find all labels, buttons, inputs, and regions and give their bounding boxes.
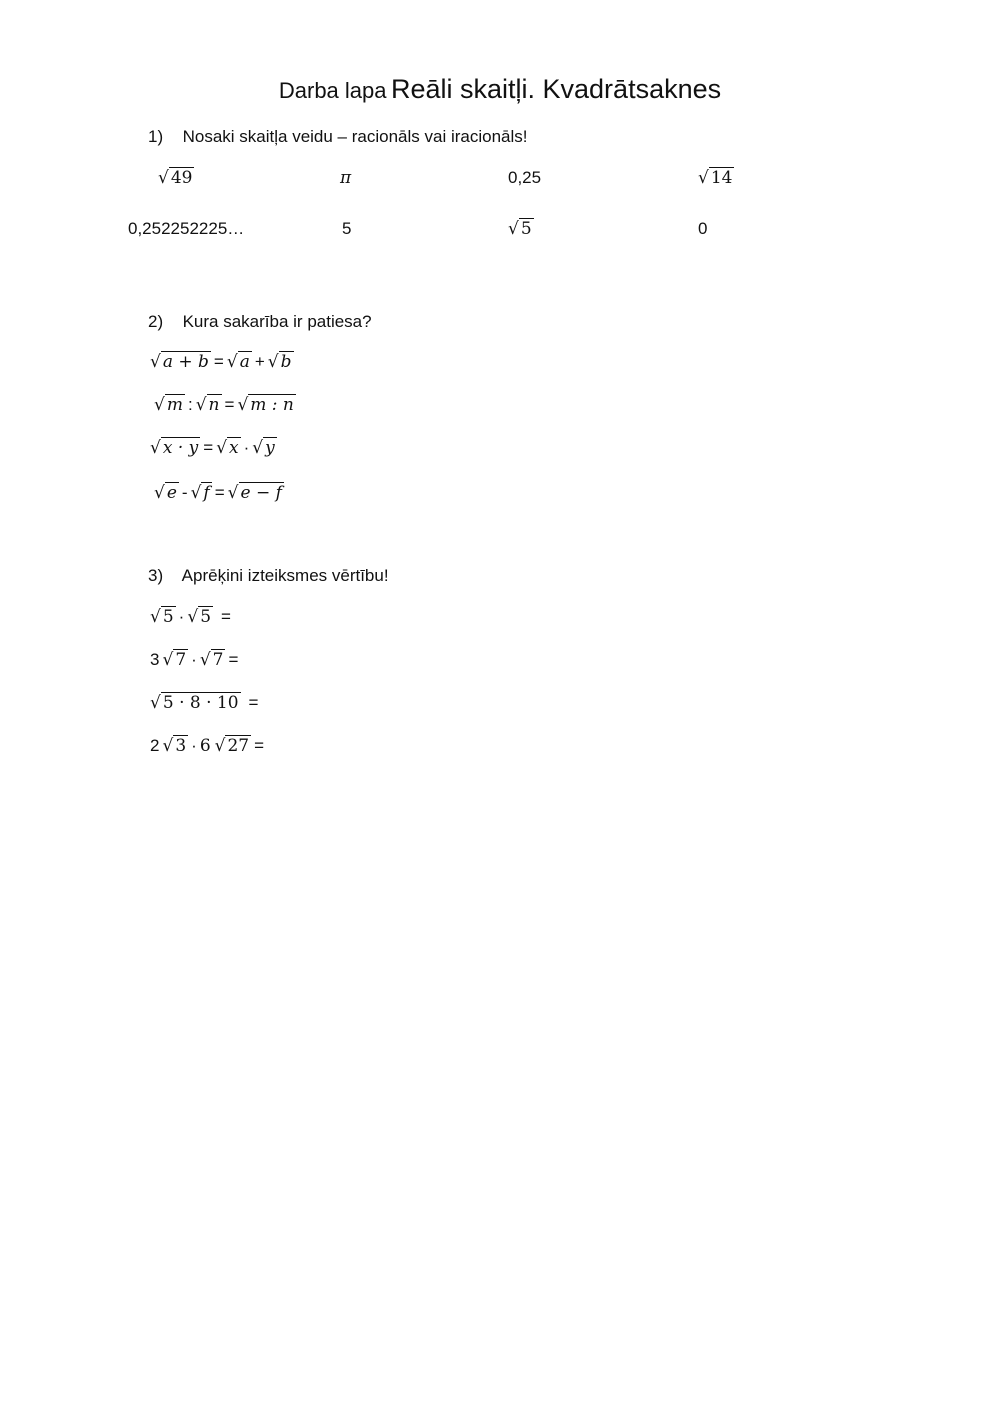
item-5: 5 bbox=[342, 219, 352, 238]
question-3-text: Aprēķini izteiksmes vērtību! bbox=[181, 566, 389, 585]
expression-3: √ 5 · 8 · 10 = bbox=[150, 693, 259, 713]
relation-option-4: √ e - √ f = √ e − f bbox=[154, 483, 282, 503]
item-repeating-decimal: 0,252252225… bbox=[128, 219, 245, 238]
question-1 bbox=[148, 127, 527, 147]
item-sqrt-14: √ 14 bbox=[698, 168, 733, 188]
relation-option-2: √ m : √ n = √ m : n bbox=[154, 395, 294, 415]
page-title bbox=[0, 74, 1000, 105]
question-1-text: Nosaki skaitļa veidu – racionāls vai iracionāls! bbox=[182, 127, 528, 146]
item-0-25: 0,25 bbox=[508, 168, 542, 187]
title-main: Reāli skaitļi. Kvadrātsaknes bbox=[390, 74, 722, 104]
item-pi: π bbox=[340, 168, 352, 188]
expression-4: 2 √ 3 · 6 √ 27 = bbox=[150, 736, 265, 756]
expression-2: 3 √ 7 · √ 7 = bbox=[150, 650, 239, 670]
relation-option-3: √ x · y = √ x · √ y bbox=[150, 438, 275, 458]
item-sqrt-5: √ 5 bbox=[508, 219, 532, 239]
expression-1: √ 5 · √ 5 = bbox=[150, 607, 231, 627]
relation-option-1: √ a + b = √ a + √ b bbox=[150, 352, 292, 372]
question-2-number: 2) bbox=[148, 312, 164, 331]
item-sqrt-49: √ 49 bbox=[158, 168, 193, 188]
question-2-text: Kura sakarība ir patiesa? bbox=[182, 312, 372, 331]
question-1-number: 1) bbox=[148, 127, 164, 146]
item-0: 0 bbox=[698, 219, 708, 238]
question-2 bbox=[148, 312, 372, 332]
question-3 bbox=[148, 566, 389, 586]
question-3-number: 3) bbox=[148, 566, 164, 585]
title-prefix: Darba lapa bbox=[278, 78, 387, 103]
